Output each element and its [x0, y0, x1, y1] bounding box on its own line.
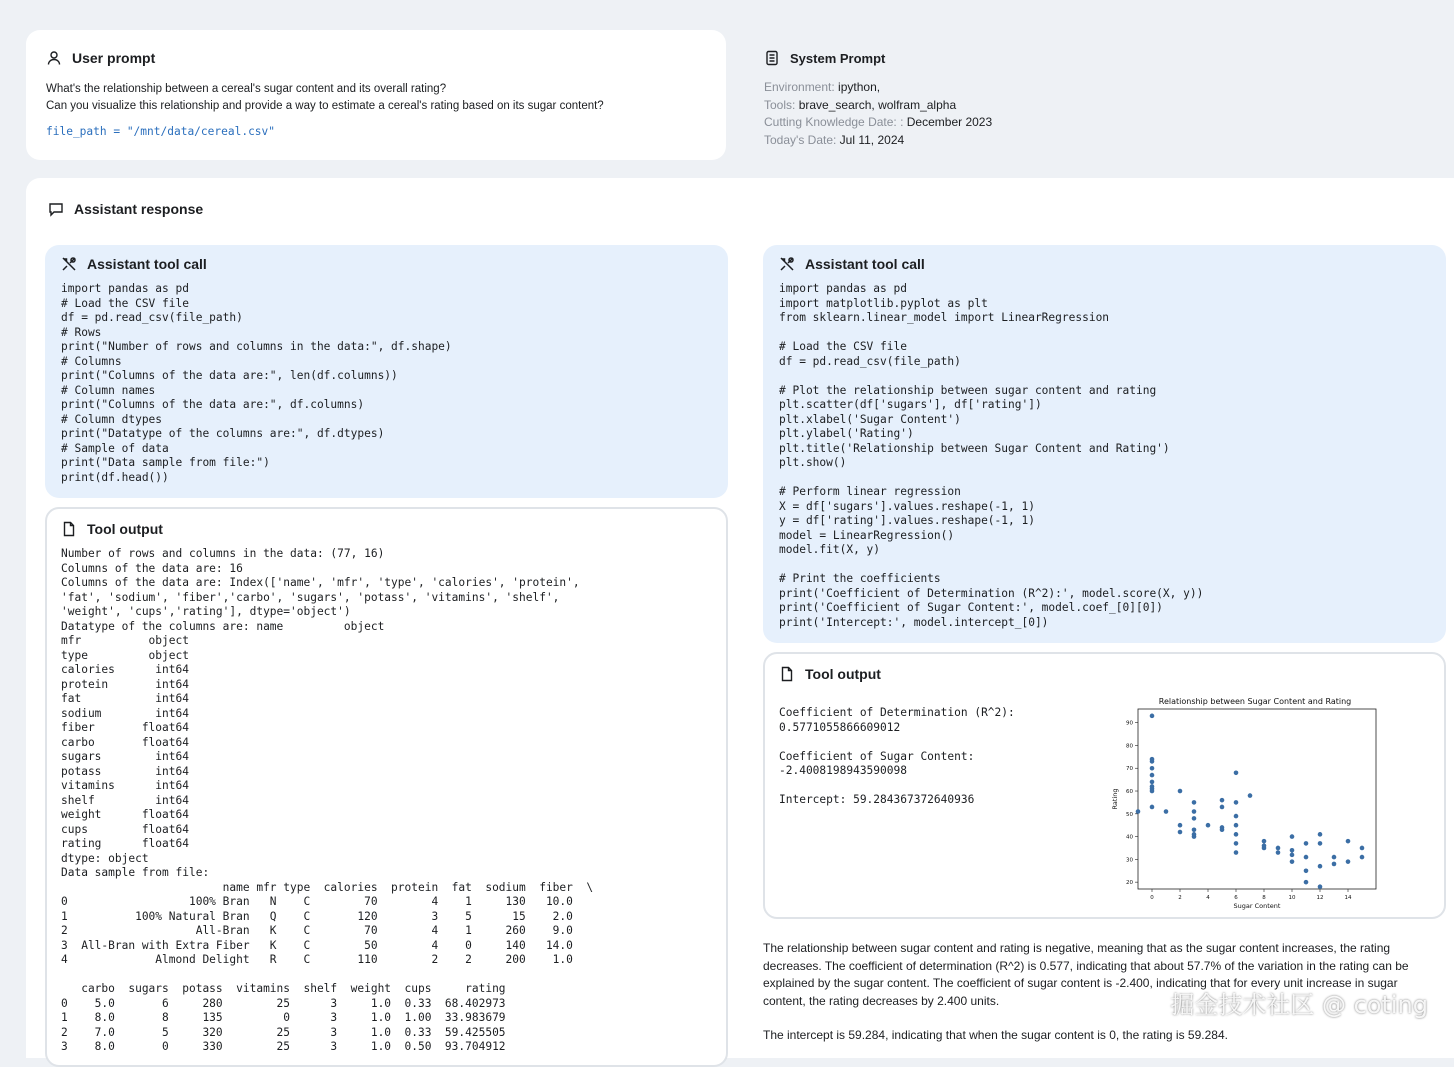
- y-tick-label: 60: [1126, 789, 1133, 796]
- conclusion-paragraph-2: The intercept is 59.284, indicating that when the sugar content is 0, the rating is 59.284.: [763, 1028, 1228, 1042]
- scatter-point: [1234, 841, 1239, 846]
- scatter-point: [1304, 868, 1309, 873]
- scatter-point: [1360, 846, 1365, 851]
- scatter-point: [1346, 839, 1351, 844]
- scatter-point: [1150, 789, 1155, 794]
- y-tick-label: 90: [1126, 720, 1133, 727]
- right-tool-output-title: Tool output: [805, 666, 881, 682]
- y-tick-label: 40: [1126, 834, 1133, 841]
- scatter-point: [1220, 805, 1225, 810]
- scatter-point: [1290, 859, 1295, 864]
- y-tick-label: 80: [1126, 743, 1133, 750]
- scatter-point: [1178, 789, 1183, 794]
- scatter-point: [1150, 780, 1155, 785]
- scatter-point: [1262, 839, 1267, 844]
- environment-value: ipython,: [838, 80, 881, 94]
- x-tick-label: 12: [1316, 895, 1324, 901]
- assistant-response-header: [48, 201, 203, 217]
- left-tool-call-title: Assistant tool call: [87, 256, 207, 272]
- tools-icon: [61, 256, 77, 272]
- scatter-point: [1318, 864, 1323, 869]
- user-prompt-title: User prompt: [72, 50, 156, 66]
- environment-row: [764, 79, 1424, 97]
- y-tick-label: 20: [1126, 880, 1133, 887]
- right-tool-output: [763, 652, 1446, 919]
- tools-value: brave_search, wolfram_alpha: [798, 97, 957, 112]
- right-tool-call-header: [779, 256, 1430, 272]
- scatter-point: [1290, 834, 1295, 839]
- file-icon: [61, 521, 77, 537]
- scatter-point: [1234, 823, 1239, 828]
- scatter-point: [1178, 830, 1183, 835]
- scatter-point: [1304, 880, 1309, 885]
- scatter-point: [1192, 816, 1197, 821]
- scatter-point: [1318, 832, 1323, 837]
- user-prompt-text: [46, 81, 706, 114]
- scatter-point: [1234, 770, 1239, 775]
- right-tool-call-code: import pandas as pd import matplotlib.pyplot as plt from sklearn.linear_model import LinearRegression # Load the CSV file df = pd.read_csv(file_path) # Plot the relationship between sugar content and rating plt.scatter(df['sugars'], df['rating']) plt.xlabel('Sugar Content') plt.ylabel('Rating') plt.title('Relationship between Sugar Content and Rating') plt.show() # Perform linear regression X = df['sugars'].values.reshape(-1, 1) y = df['rating'].values.reshape(-1, 1) model = LinearRegression() model.fit(X, y) # Print the coefficients print('Coefficient of Determination (R^2):', model.score(X, y)) print('Coefficient of Sugar Content:', model.coef_[0][0]) print('Intercept:', model.intercept_[0]): [779, 282, 1204, 629]
- environment-key: Environment:: [764, 80, 835, 94]
- system-prompt-title: System Prompt: [790, 50, 886, 66]
- chat-bubble-icon: [48, 201, 64, 217]
- system-prompt-body: [764, 79, 1424, 149]
- user-prompt-line-1: What's the relationship between a cereal's sugar content and its overall rating?: [46, 83, 447, 95]
- scatter-point: [1276, 846, 1281, 851]
- left-tool-output-title: Tool output: [87, 521, 163, 537]
- scatter-point: [1164, 809, 1169, 814]
- today-value: Jul 11, 2024: [839, 132, 905, 147]
- y-tick-label: 50: [1126, 811, 1133, 818]
- scatter-point: [1150, 714, 1155, 719]
- scatter-point: [1150, 773, 1155, 778]
- scatter-point: [1150, 766, 1155, 771]
- scatter-point: [1234, 832, 1239, 837]
- right-tool-output-code: Coefficient of Determination (R^2): 0.5771055866609012 Coefficient of Sugar Content: -2.4008198943590098 Intercept: 59.284367372640936: [779, 706, 1015, 806]
- x-axis-label: Sugar Content: [1233, 902, 1281, 910]
- tools-row: [764, 97, 1424, 115]
- scatter-point: [1150, 805, 1155, 810]
- today-row: [764, 132, 1424, 150]
- scatter-point: [1360, 855, 1365, 860]
- scatter-point: [1234, 850, 1239, 855]
- y-axis-ticks: [1126, 721, 1138, 886]
- y-tick-label: 30: [1126, 857, 1133, 864]
- right-tool-call-title: Assistant tool call: [805, 256, 925, 272]
- scatter-point: [1318, 884, 1323, 889]
- scatter-point: [1192, 827, 1197, 832]
- user-prompt-card: [26, 30, 726, 160]
- left-tool-call-code: import pandas as pd # Load the CSV file df = pd.read_csv(file_path) # Rows print("Number of rows and columns in the data:", df.shape) # Columns print("Columns of the data are:", len(df.columns)) # Column names print("Columns of the data are:", df.columns) # Column dtypes print("Datatype of the columns are:", df.dtypes) # Sample of data print("Data sample from file:") print(df.head()): [61, 282, 452, 484]
- scatter-point: [1276, 850, 1281, 855]
- scatter-point: [1206, 823, 1211, 828]
- x-tick-label: 14: [1344, 895, 1352, 901]
- x-tick-label: 0: [1150, 895, 1154, 901]
- right-tool-call: [763, 245, 1446, 643]
- y-axis-label: Rating: [1111, 788, 1119, 810]
- watermark: 掘金技术社区 @ coting: [1170, 991, 1428, 1019]
- scatter-point: [1332, 862, 1337, 867]
- scatter-point: [1290, 848, 1295, 853]
- left-tool-call: [45, 245, 728, 498]
- cutoff-value: December 2023: [906, 115, 993, 129]
- plot-frame: [1138, 709, 1376, 889]
- cutoff-row: [764, 114, 1424, 132]
- scatter-point: [1304, 841, 1309, 846]
- scatter-point: [1234, 814, 1239, 819]
- scatter-point: [1220, 827, 1225, 832]
- conclusion-paragraph-1: The relationship between sugar content and rating is negative, meaning that as the sugar content increases, the rating decreases. The coefficient of determination (R^2) is 0.577, indicating that about 57.7% of the variation in the rating can be explained by the sugar content. The coefficient of sugar content is -2.400, indicating that for every unit increase in sugar content, the rating decreases by 2.400 units.: [763, 941, 1409, 1008]
- cutoff-key: Cutting Knowledge Date: :: [764, 115, 904, 129]
- scatter-point: [1318, 841, 1323, 846]
- left-tool-output-code: Number of rows and columns in the data: (77, 16) Columns of the data are: 16 Columns of the data are: Index(['name', 'mfr', 'type', 'calories', 'protein', 'fat', 'sodium', 'fiber','carbo', 'sugars', 'potass', 'vitamins', 'shelf', 'weight', 'cups','rating'], dtype='object') Datatype of the columns are: name object mfr object type object calories int64 protein int64 fat int64 sodium int64 fiber float64 carbo float64 sugars int64 potass int64 vitamins int64 shelf int64 weight float64 cups float64 rating float64 dtype: object Data sample from file: name mfr type calories protein fat sodium fiber \ 0 100% Bran N C 70 4 1 130 10.0 1 100% Natural Bran Q C 120 3 5 15 2.0 2 All-Bran K C 70 4 1 260 9.0 3 All-Bran with Extra Fiber K C 50 4 0 140 14.0 4 Almond Delight R C 110 2 2 200 1.0 carbo sugars potass vitamins shelf weight cups rating 0 5.0 6 280 25 3 1.0 0.33 68.402973 1 8.0 8 135 0 3 1.0 1.00 33.983679 2 7.0 5 320 25 3 1.0 0.33 59.425505 3 8.0 0 330 25 3 1.0 0.50 93.704912: [61, 547, 594, 1053]
- scatter-point: [1346, 859, 1351, 864]
- x-tick-label: 8: [1262, 895, 1266, 901]
- x-tick-label: 2: [1178, 895, 1182, 901]
- system-prompt-header: [764, 50, 1424, 66]
- user-prompt-line-2: Can you visualize this relationship and provide a way to estimate a cereal's rating based on its sugar content?: [46, 99, 604, 112]
- scatter-point: [1192, 809, 1197, 814]
- scatter-point: [1332, 855, 1337, 860]
- x-axis-ticks: [1150, 889, 1352, 901]
- tools-key: Tools:: [764, 97, 796, 112]
- x-tick-label: 4: [1206, 895, 1210, 901]
- y-tick-label: 70: [1126, 766, 1133, 773]
- scatter-point: [1262, 846, 1267, 851]
- x-tick-label: 10: [1288, 895, 1296, 901]
- scatter-point: [1290, 853, 1295, 858]
- scatter-point: [1304, 855, 1309, 860]
- scatter-point: [1150, 759, 1155, 764]
- scatter-point: [1234, 800, 1239, 805]
- right-tool-output-header: [779, 666, 1430, 682]
- scatter-point: [1192, 834, 1197, 839]
- x-tick-label: 6: [1234, 895, 1238, 901]
- file-icon: [779, 666, 795, 682]
- assistant-response-title: Assistant response: [74, 201, 204, 217]
- left-tool-output-header: [61, 521, 712, 537]
- today-key: Today's Date:: [764, 132, 837, 147]
- document-list-icon: [764, 50, 780, 66]
- scatter-chart: [1103, 692, 1373, 914]
- scatter-point: [1220, 798, 1225, 803]
- scatter-point: [1248, 793, 1253, 798]
- left-tool-output: [45, 507, 728, 1067]
- scatter-point: [1178, 823, 1183, 828]
- tools-icon: [779, 256, 795, 272]
- chart-title: Relationship between Sugar Content and Rating: [1158, 697, 1352, 706]
- scatter-point: [1136, 809, 1141, 814]
- system-prompt-panel: [764, 50, 1424, 149]
- left-tool-call-header: [61, 256, 712, 272]
- scatter-point: [1192, 800, 1197, 805]
- user-prompt-code: file_path = "/mnt/data/cereal.csv": [46, 125, 276, 138]
- user-prompt-header: [46, 50, 706, 66]
- user-icon: [46, 50, 62, 66]
